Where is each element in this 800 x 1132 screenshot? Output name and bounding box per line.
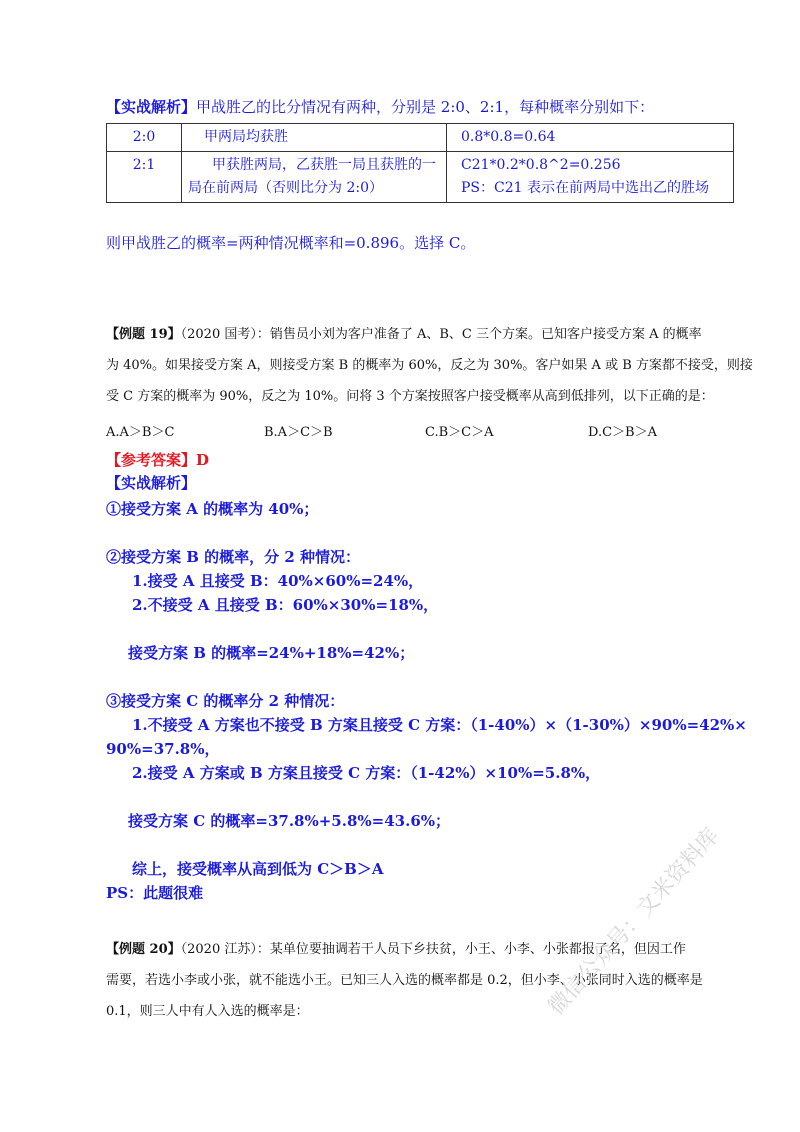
analysis-tag: 【实战解析】 [106,98,197,116]
option-c: C.B＞C＞A [425,425,494,440]
analysis2-line: 接受方案 C 的概率=37.8%+5.8%=43.6%； [128,812,451,830]
example20-line3: 0.1，则三人中有人入选的概率是： [106,1004,309,1019]
watermark-text: 微信公众号：文米资料库 [543,823,725,1021]
option-b: B.A＞C＞B [264,425,333,440]
calculation-cell: 0.8*0.8=0.64 [447,124,734,152]
description-cell: 甲两局均获胜 [182,124,447,152]
example19-line2: 为 40%。如果接受方案 A，则接受方案 B 的概率为 60%，反之为 30%。客户如果 A 或 B 方案都不接受，则接 [106,358,753,373]
description-cell: 甲获胜两局，乙获胜一局且获胜的一局在前两局（否则比分为 2:0） [182,152,447,203]
answer-value: D [196,451,210,469]
analysis2-line: ①接受方案 A 的概率为 40%； [106,500,319,518]
conclusion-text: 则甲战胜乙的概率=两种情况概率和=0.896。选择 C。 [106,234,476,252]
analysis-heading [106,96,654,117]
answer-tag: 【参考答案】 [106,451,197,469]
analysis-intro: 甲战胜乙的比分情况有两种，分别是 2:0、2:1，每种概率分别如下： [196,98,655,116]
table-row [107,152,734,203]
example19-tag: 【例题 19】 [106,327,181,342]
analysis2-line: 2.不接受 A 且接受 B：60%×30%=18%， [132,596,439,614]
analysis2-note: PS：此题很难 [106,884,204,902]
calculation-cell: C21*0.2*0.8^2=0.256 PS：C21 表示在前两局中选出乙的胜场 [447,152,734,203]
analysis2-line: ②接受方案 B 的概率，分 2 种情况： [106,548,361,566]
example20-line1: 【例题 20】（2020 江苏）：某单位要抽调若干人员下乡扶贫，小王、小李、小张都报了名，但因工作 [106,942,686,957]
analysis2-line: 1.接受 A 且接受 B：40%×60%=24%， [132,572,424,590]
analysis2-summary: 综上，接受概率从高到低为 C＞B＞A [132,860,384,878]
option-d: D.C＞B＞A [588,425,657,440]
score-cell: 2:0 [107,124,182,152]
example19-line3: 受 C 方案的概率为 90%，反之为 10%。问将 3 个方案按照客户接受概率从高到低排列，以下正确的是： [106,389,714,404]
analysis2-line: 接受方案 B 的概率=24%+18%=42%； [128,644,415,662]
analysis2-line: ③接受方案 C 的概率分 2 种情况： [106,692,345,710]
analysis2-line: 90%=37.8%， [106,740,220,758]
score-probability-table [106,123,734,203]
example20-line2: 需要，若选小李或小张，就不能选小王。已知三人入选的概率都是 0.2，但小李、小张同时入选的概率是 [106,973,703,988]
analysis2-line: 1.不接受 A 方案也不接受 B 方案且接受 C 方案：（1-40%）×（1-30%）×90%=42%× [132,716,747,734]
analysis2-tag: 【实战解析】 [106,474,197,492]
example19-line1: 【例题 19】（2020 国考）：销售员小刘为客户准备了 A、B、C 三个方案。已知客户接受方案 A 的概率 [106,327,702,342]
analysis2-line: 2.接受 A 方案或 B 方案且接受 C 方案：（1-42%）×10%=5.8%， [132,764,601,782]
score-cell: 2:1 [107,152,182,203]
example20-tag: 【例题 20】 [106,942,181,957]
table-row [107,124,734,152]
answer-line [106,449,209,470]
option-a: A.A＞B＞C [106,425,175,440]
